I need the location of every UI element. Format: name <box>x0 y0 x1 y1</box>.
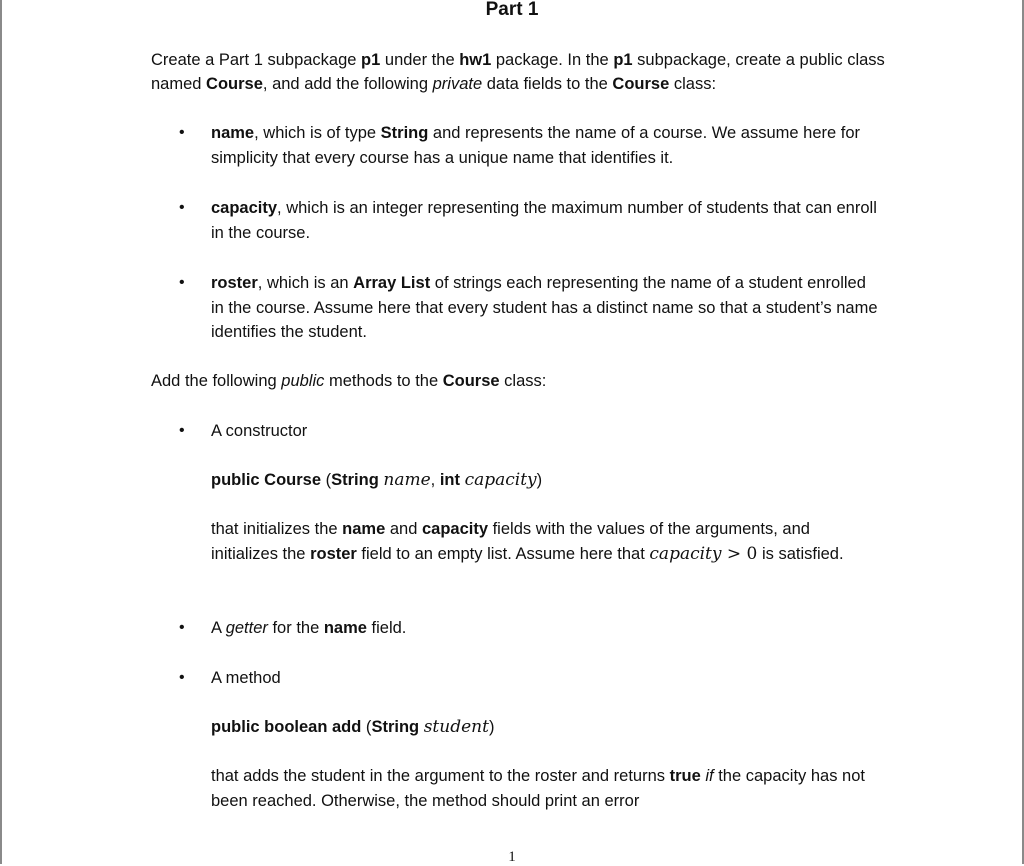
bullet-icon: • <box>179 274 185 291</box>
bullet-icon: • <box>179 124 185 141</box>
bullet-icon: • <box>179 669 185 686</box>
method-label: A method <box>211 669 281 687</box>
intro-paragraph: Create a Part 1 subpackage p1 under the hw1 package. In the p1 subpackage, create a public class named Course, and add the following private data fields to the Course class: <box>151 51 885 93</box>
field-roster-item: roster, which is an Array List of strings each representing the name of a student enrolled in the course. Assume here that every student has a distinct name so that a student’s name identifies the student. <box>211 274 878 341</box>
getter-item: A getter for the name field. <box>211 619 407 637</box>
constructor-label: A constructor <box>211 422 308 440</box>
constructor-description: that initializes the name and capacity fields with the values of the arguments, and initializes the roster field to an empty list. Assume here that capacity > 0 is satisfied. <box>211 520 844 564</box>
bullet-icon: • <box>179 199 185 216</box>
methods-intro-paragraph: Add the following public methods to the Course class: <box>151 372 547 390</box>
page-number: 1 <box>508 849 516 865</box>
field-name-item: name, which is of type String and represents the name of a course. We assume here for simplicity that every course has a unique name that identifies it. <box>211 124 861 167</box>
bullet-icon: • <box>179 422 185 439</box>
constructor-signature: public Course (String name, int capacity) <box>211 470 543 490</box>
page-title: Part 1 <box>485 0 539 20</box>
bullet-icon: • <box>179 619 185 636</box>
field-capacity-item: capacity, which is an integer representing the maximum number of students that can enroll in the course. <box>211 199 877 242</box>
add-method-signature: public boolean add (String student) <box>211 717 495 737</box>
add-method-description: that adds the student in the argument to the roster and returns true if the capacity has not been reached. Otherwise, the method should print an error <box>211 767 865 810</box>
